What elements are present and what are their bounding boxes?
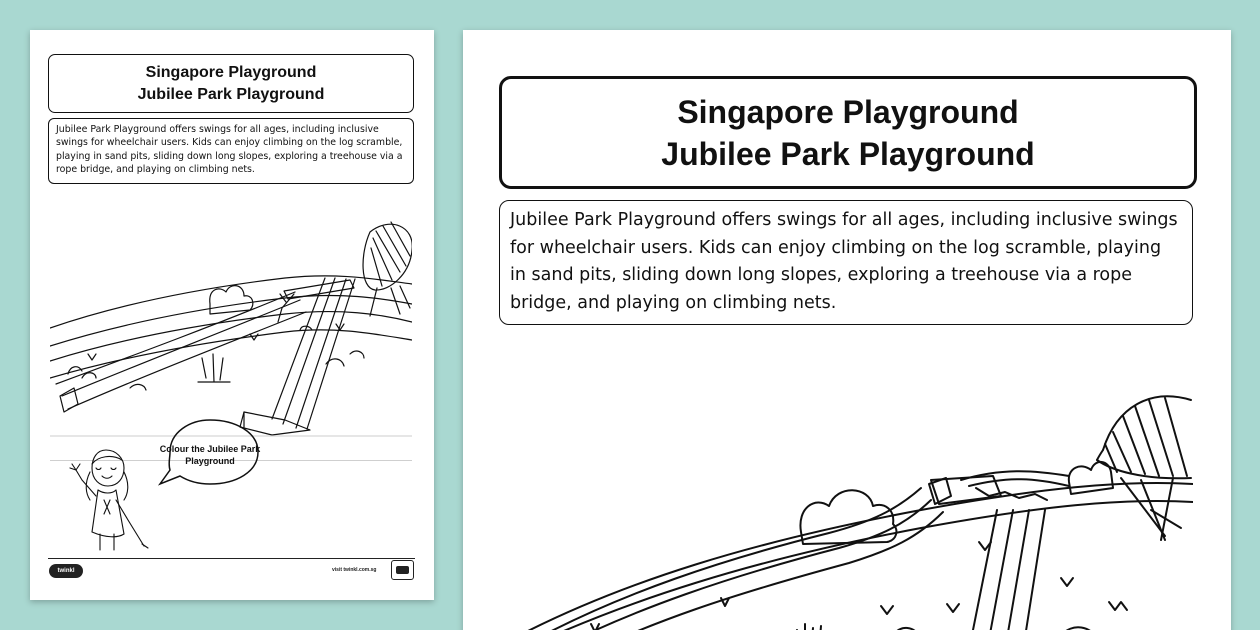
partner-logo-icon [391,560,414,580]
footer-rule [48,558,415,559]
zoomed-playground-drawing [501,360,1193,630]
preview-title-line-1: Singapore Playground [145,63,317,81]
zoomed-sheet [463,30,1231,630]
preview-description-box [48,118,414,184]
zoomed-title-box [499,76,1197,189]
speech-bubble-text: Colour the Jubilee Park Playground [159,444,261,466]
zoomed-description: Jubilee Park Playground offers swings for all ages, including inclusive swings for wheelchair users. Kids can enjoy climbing on the log scramble, playing in sand pits, sliding down long slopes, exploring a treehouse via a rope bridge, and playing on climbing nets. [510,210,1178,313]
girl-character-illustration [62,442,157,554]
preview-title-line-2: Jubilee Park Playground [137,85,325,103]
zoomed-description-box [499,200,1193,325]
footer-url: visit twinkl.com.sg [332,567,377,573]
preview-description: Jubilee Park Playground offers swings for all ages, including inclusive swings for wheelchair users. Kids can enjoy climbing on the log scramble, playing in sand pits, sliding down long slopes, exploring a treehouse via a rope bridge, and playing on climbing nets. [56,124,403,176]
zoomed-playground-illustration [501,360,1193,630]
zoomed-title-line-2: Jubilee Park Playground [661,135,1035,172]
twinkl-logo-icon: twinkl [49,564,83,578]
preview-title-box [48,54,414,113]
zoomed-title-line-1: Singapore Playground [677,93,1019,130]
preview-sheet [30,30,434,600]
